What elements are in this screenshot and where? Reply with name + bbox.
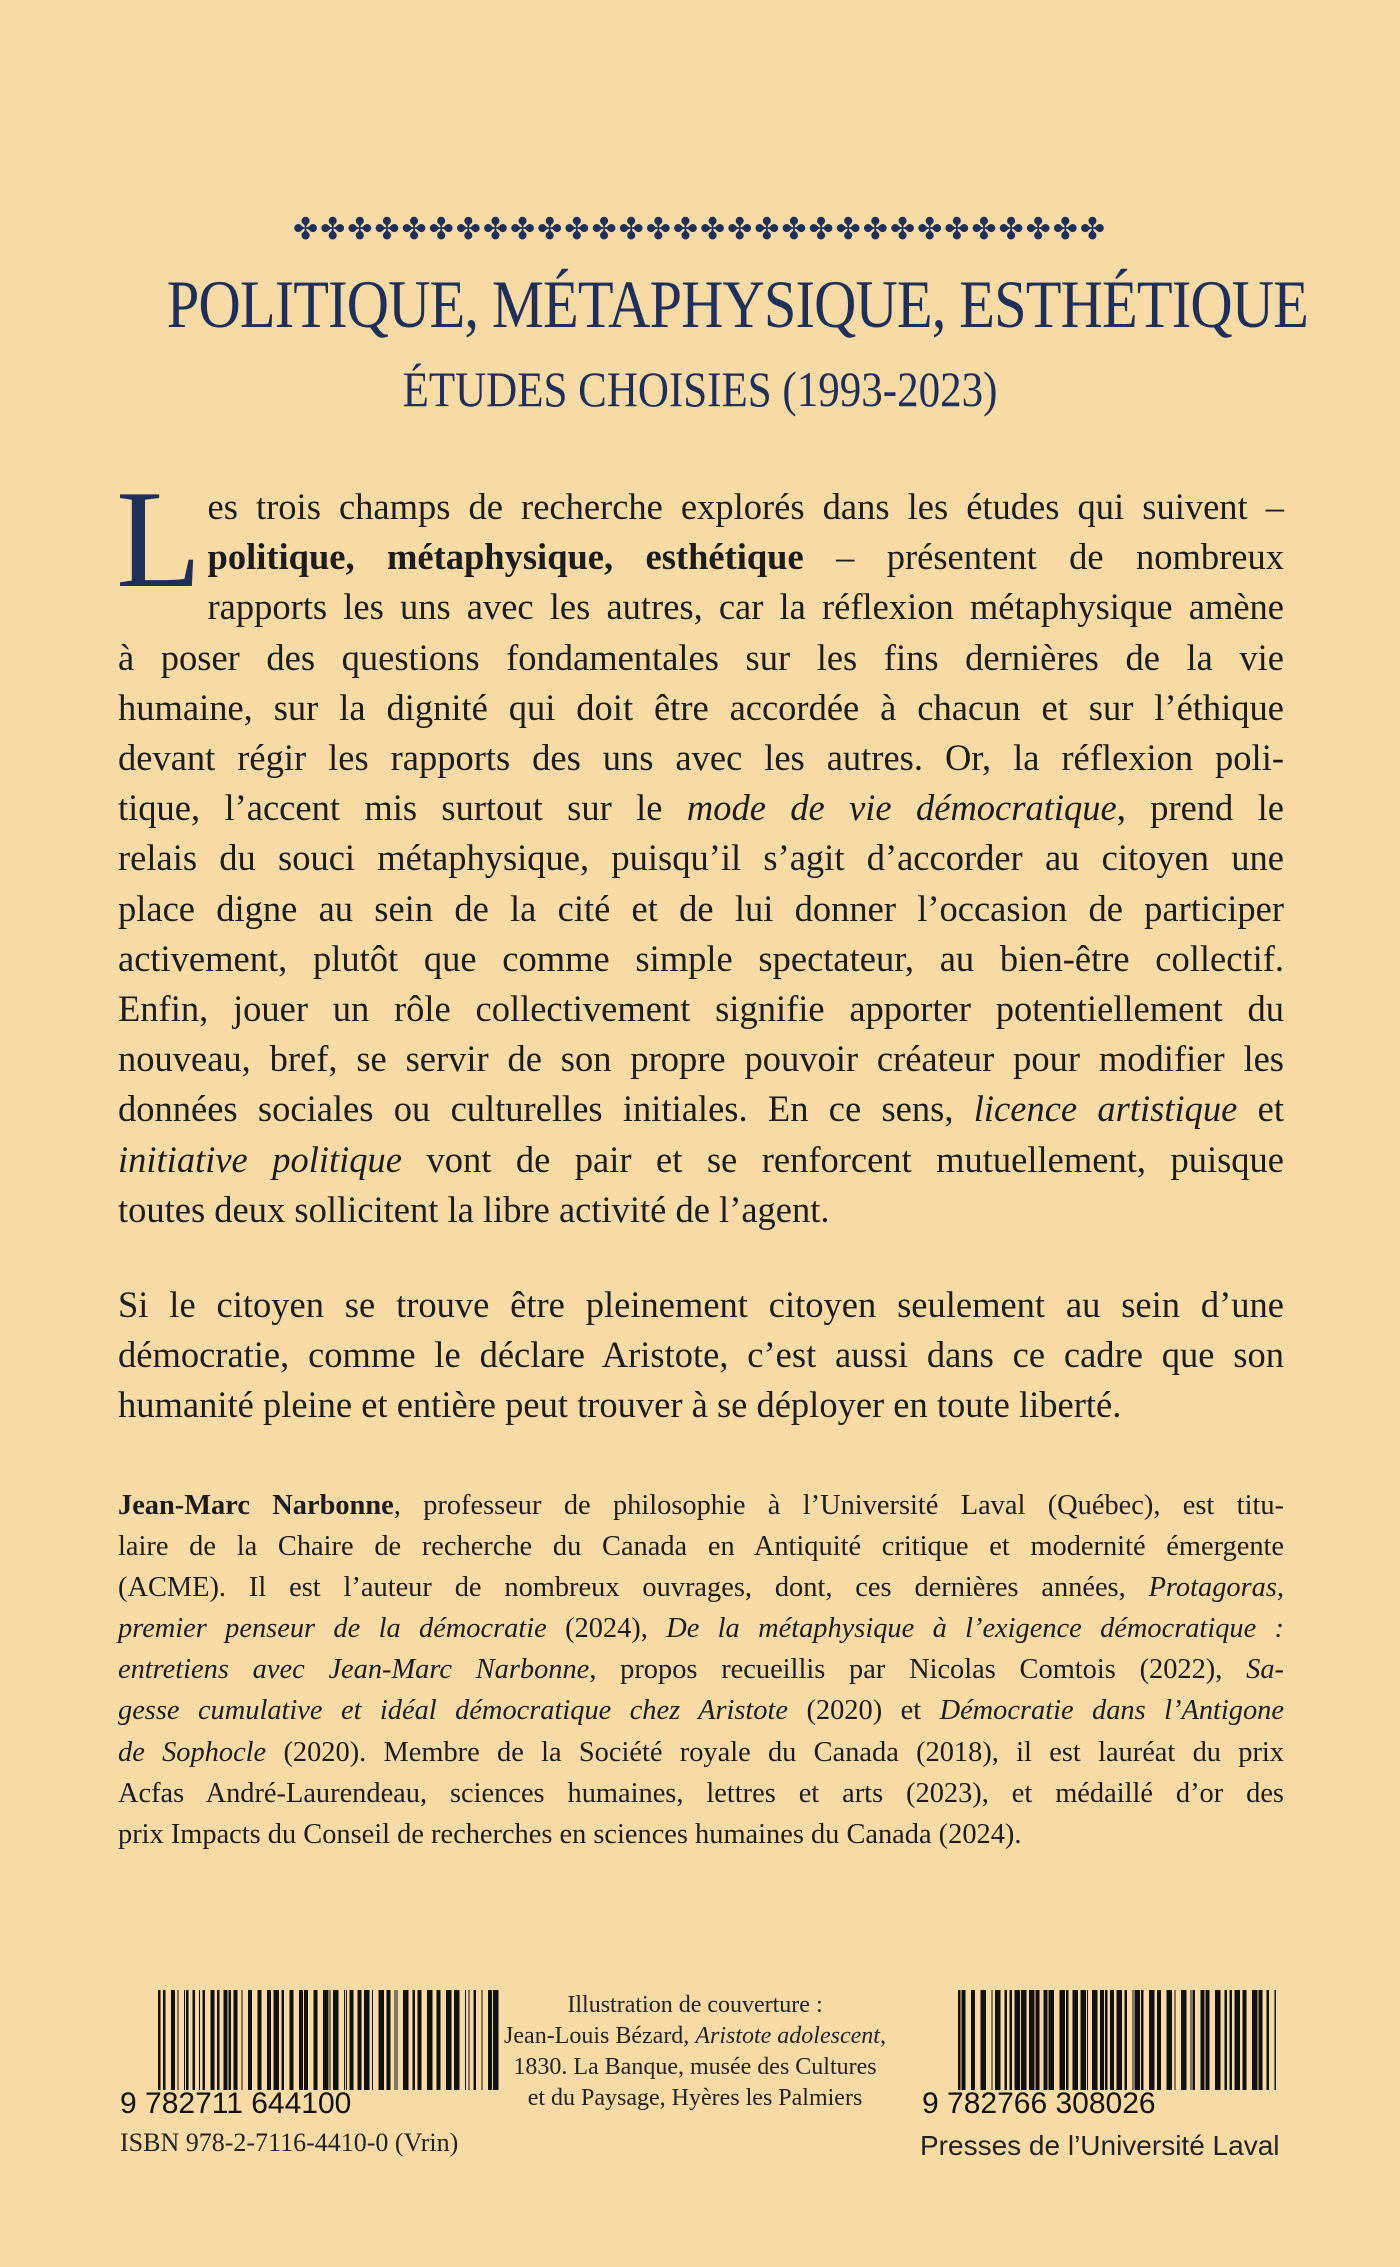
barcode-bar — [482, 1990, 483, 2090]
barcode-left-digits: 9 782711 644100 — [120, 2087, 352, 2120]
barcode-bar — [1125, 1990, 1128, 2090]
bio-line — [118, 1690, 1284, 1731]
bio-line-i2: De la métaphysique à l’exigence démocratique : — [666, 1613, 1285, 1645]
summary-line: Si le citoyen se trouve être pleinement citoyen seulement au sein d’une — [118, 1284, 1284, 1325]
barcode-bar — [395, 1990, 396, 2090]
barcode-bar — [1015, 1990, 1021, 2090]
bio-line-i: premier penseur de la démocratie — [118, 1613, 547, 1645]
barcode-bar — [282, 1990, 285, 2090]
isbn-text: ISBN 978-2-7116-4410-0 (Vrin) — [120, 2128, 459, 2157]
barcode-bar — [1110, 1990, 1114, 2090]
bio-line-a: (ACME). Il est l’auteur de nombreux ouvrages, dont, ces dernières années, — [118, 1572, 1149, 1604]
book-title: POLITIQUE, MÉTAPHYSIQUE, ESTHÉTIQUE — [166, 266, 1308, 342]
summary-line — [118, 984, 1284, 1034]
summary-line-t: rapports les uns avec les autres, car la réflexion métaphysique amène — [207, 586, 1284, 628]
barcode-bar — [163, 1990, 166, 2090]
barcode-bar — [1275, 1990, 1277, 2090]
bio-line-t: (2020). Membre de la Société royale du Canada (2018), il est lauréat du prix — [266, 1736, 1285, 1768]
barcode-bar — [242, 1990, 243, 2090]
summary-line — [118, 633, 1284, 683]
bio-line — [118, 1773, 1284, 1814]
barcode-bar — [171, 1990, 175, 2090]
summary-line-t: relais du souci métaphysique, puisqu’il s’agit d’accorder au citoyen une — [118, 837, 1284, 879]
barcode-bar — [1092, 1990, 1098, 2090]
summary-line-t: place digne au sein de la cité et de lui donner l’occasion de participer — [118, 887, 1284, 929]
summary-line — [118, 1084, 1284, 1134]
barcode-bar — [1225, 1990, 1228, 2090]
barcode-right — [958, 1990, 1276, 2090]
summary-line — [118, 1135, 1284, 1185]
summary-line — [118, 1034, 1284, 1084]
summary-line-i: licence artistique — [973, 1088, 1238, 1130]
bio-line — [118, 1814, 1284, 1855]
barcode-bar — [323, 1990, 329, 2090]
barcode-bar — [158, 1990, 161, 2090]
barcode-bar — [234, 1990, 238, 2090]
credit-line-4: et du Paysage, Hyères les Palmiers — [527, 2085, 863, 2111]
credit-line-1: Illustration de couverture : — [567, 1992, 823, 2018]
barcode-bar — [1252, 1990, 1258, 2090]
bio-line — [118, 1526, 1284, 1567]
bio-line-i2: Sa- — [1246, 1654, 1284, 1686]
barcode-bar — [981, 1990, 987, 2090]
barcode-bar — [403, 1990, 409, 2090]
barcode-left — [158, 1990, 503, 2090]
barcode-bar — [274, 1990, 280, 2090]
barcode-bar — [1167, 1990, 1173, 2090]
barcode-bar — [1073, 1990, 1079, 2090]
summary-line-t: devant régir les rapports des uns avec les autres. Or, la réflexion poli- — [118, 737, 1284, 779]
summary-line — [118, 833, 1284, 883]
barcode-bar — [1029, 1990, 1035, 2090]
barcode-bar — [1021, 1990, 1027, 2090]
barcode-bar — [1117, 1990, 1123, 2090]
barcode-bar — [346, 1990, 347, 2090]
barcode-bar — [299, 1990, 303, 2090]
barcode-bar — [304, 1990, 308, 2090]
summary-line-t: humaine, sur la dignité qui doit être accordée à chacun et sur l’éthique — [118, 686, 1284, 728]
barcode-bar — [314, 1990, 318, 2090]
bio-line — [118, 1485, 1284, 1526]
summary-line-t: activement, plutôt que comme simple spectateur, au bien-être collectif. — [118, 937, 1284, 979]
barcode-bar — [217, 1990, 220, 2090]
barcode-bar — [1149, 1990, 1155, 2090]
barcode-bar — [1259, 1990, 1263, 2090]
summary-line — [118, 884, 1284, 934]
bio-line-t: Acfas André-Laurendeau, sciences humaines, lettres et arts (2023), et médaillé d’or des — [118, 1777, 1284, 1809]
summary-line-t: – présentent de nombreux — [803, 536, 1284, 578]
summary-line-t: es trois champs de recherche explorés dans les études qui suivent – — [207, 486, 1284, 527]
bio-line-i2: Démocratie dans l’Antigone — [939, 1695, 1284, 1727]
barcode-bar — [1135, 1990, 1141, 2090]
summary-line-a: données sociales ou culturelles initiales. En ce sens, — [118, 1088, 974, 1130]
author-bio — [118, 1485, 1284, 1855]
book-subtitle: ÉTUDES CHOISIES (1993-2023) — [402, 361, 998, 417]
bio-line-t: prix Impacts du Conseil de recherches en sciences humaines du Canada (2024). — [118, 1818, 1022, 1850]
barcode-bar — [358, 1990, 362, 2090]
barcode-bar — [1060, 1990, 1066, 2090]
summary-paragraph-2 — [118, 1280, 1284, 1431]
barcode-bar — [1206, 1990, 1210, 2090]
bio-line-i: entretiens avec Jean-Marc Narbonne — [118, 1654, 590, 1686]
bio-line — [118, 1608, 1284, 1649]
summary-line-t: toutes deux sollicitent la libre activité de l’agent. — [118, 1188, 830, 1230]
barcode-bar — [1267, 1990, 1270, 2090]
bio-line — [118, 1567, 1284, 1608]
barcode-bar — [474, 1990, 477, 2090]
credit-author: Jean-Louis Bézard, — [504, 2023, 696, 2049]
summary-line — [118, 683, 1284, 733]
barcode-bar — [992, 1990, 993, 2090]
barcode-bar — [203, 1990, 206, 2090]
barcode-bar — [379, 1990, 385, 2090]
summary-line — [118, 482, 1284, 532]
barcode-bar — [465, 1990, 466, 2090]
credit-work-title: Aristote adolescent — [695, 2023, 880, 2049]
barcode-bar — [258, 1990, 262, 2090]
barcode-bar — [1230, 1990, 1233, 2090]
barcode-bar — [224, 1990, 228, 2090]
drop-cap: L — [116, 462, 202, 617]
barcode-bar — [333, 1990, 339, 2090]
summary-line — [118, 934, 1284, 984]
summary-line-t: , prend le — [1116, 787, 1284, 829]
barcode-bar — [493, 1990, 499, 2090]
summary-line — [118, 783, 1284, 833]
barcode-bar — [186, 1990, 189, 2090]
bio-line-t: (2020) et — [788, 1695, 940, 1727]
bio-line — [118, 1649, 1284, 1690]
barcode-right-digits: 9 782766 308026 — [922, 2087, 1156, 2120]
barcode-bar — [958, 1990, 961, 2090]
summary-line-i: mode de vie démocratique — [686, 787, 1117, 829]
barcode-bar — [1066, 1990, 1069, 2090]
barcode-bar — [1193, 1990, 1196, 2090]
summary-line-a: tique, l’accent mis surtout sur le — [118, 787, 687, 829]
barcode-bar — [1044, 1990, 1048, 2090]
barcode-bar — [178, 1990, 179, 2090]
barcode-bar — [1105, 1990, 1108, 2090]
summary-line: humanité pleine et entière peut trouver à se déployer en toute liberté. — [118, 1384, 1122, 1426]
bio-line-i: gesse cumulative et idéal démocratique chez Aristote — [118, 1695, 788, 1727]
summary-line — [118, 1185, 1284, 1235]
bio-line-i: de Sophocle — [118, 1736, 267, 1768]
summary-line-i: initiative politique — [118, 1138, 402, 1180]
barcode-bar — [1081, 1990, 1087, 2090]
barcode-bar — [1049, 1990, 1055, 2090]
barcode-bar — [1100, 1990, 1104, 2090]
credit-line-2 — [500, 2021, 890, 2052]
summary-line-t: et — [1237, 1088, 1284, 1130]
barcode-bar — [199, 1990, 200, 2090]
barcode-bar — [469, 1990, 470, 2090]
barcode-bar — [211, 1990, 215, 2090]
bio-line — [118, 1732, 1284, 1773]
barcode-bar — [248, 1990, 252, 2090]
barcode-bar — [971, 1990, 975, 2090]
barcode-bar — [962, 1990, 966, 2090]
barcode-bar — [267, 1990, 271, 2090]
summary-line-t: nouveau, bref, se servir de son propre pouvoir créateur pour modifier les — [118, 1038, 1284, 1080]
bio-line-b: Jean-Marc Narbonne — [118, 1490, 394, 1521]
barcode-bar — [229, 1990, 232, 2090]
bio-line-t: , professeur de philosophie à l’Université Laval (Québec), est titu- — [393, 1490, 1284, 1521]
barcode-bar — [418, 1990, 422, 2090]
barcode-bar — [995, 1990, 1001, 2090]
barcode-bar — [1010, 1990, 1013, 2090]
barcode-bar — [1157, 1990, 1161, 2090]
barcode-bar — [344, 1990, 345, 2090]
barcode-bar — [372, 1990, 373, 2090]
barcode-bar — [1005, 1990, 1008, 2090]
summary-line-t: vont de pair et se renforcent mutuellement, puisque — [402, 1138, 1284, 1180]
ornament-border: ✤✤✤✤✤✤✤✤✤✤✤✤✤✤✤✤✤✤✤✤✤✤✤✤✤✤✤✤✤✤ — [292, 213, 1108, 246]
barcode-bar — [413, 1990, 416, 2090]
summary-line-b: politique, métaphysique, esthétique — [207, 536, 804, 578]
summary-line-t: à poser des questions fondamentales sur les fins dernières de la vie — [118, 636, 1284, 678]
cover-credit — [500, 1990, 890, 2114]
barcode-bar — [1191, 1990, 1192, 2090]
barcode-bar — [1201, 1990, 1205, 2090]
barcode-bar — [290, 1990, 294, 2090]
barcode-bar — [437, 1990, 441, 2090]
credit-line-3: 1830. La Banque, musée des Cultures — [513, 2054, 877, 2080]
barcode-bar — [1087, 1990, 1088, 2090]
barcode-bar — [1215, 1990, 1221, 2090]
summary-line — [118, 532, 1284, 582]
summary-paragraph-1 — [116, 462, 1284, 1235]
barcode-bar — [350, 1990, 354, 2090]
barcode-bar — [446, 1990, 452, 2090]
barcode-bar — [1175, 1990, 1176, 2090]
barcode-bar — [330, 1990, 331, 2090]
barcode-bar — [387, 1990, 391, 2090]
barcode-bar — [454, 1990, 460, 2090]
summary-line: démocratie, comme le déclare Aristote, c’est aussi dans ce cadre que son — [118, 1334, 1284, 1376]
barcode-bar — [427, 1990, 433, 2090]
barcode-bar — [364, 1990, 370, 2090]
barcode-bar — [397, 1990, 398, 2090]
barcode-bar — [1036, 1990, 1040, 2090]
barcode-bar — [1141, 1990, 1144, 2090]
credit-comma: , — [879, 2023, 886, 2049]
barcode-bar — [193, 1990, 196, 2090]
barcode-bar — [184, 1990, 185, 2090]
bio-line-t: (2024), — [546, 1613, 667, 1645]
bio-line-t: , propos recueillis par Nicolas Comtois (2022), — [589, 1654, 1247, 1686]
barcode-bar — [1133, 1990, 1134, 2090]
bio-line-i: Protagoras, — [1148, 1572, 1284, 1604]
summary-line — [118, 733, 1284, 783]
summary-line — [118, 582, 1284, 632]
barcode-bar — [1235, 1990, 1241, 2090]
barcode-bar — [1181, 1990, 1187, 2090]
bio-line-t: laire de la Chaire de recherche du Canada en Antiquité critique et modernité émergente — [118, 1531, 1284, 1563]
summary-line-t: Enfin, jouer un rôle collectivement signifie apporter potentiellement du — [118, 988, 1284, 1030]
publisher-name: Presses de l’Université Laval — [920, 2130, 1280, 2161]
barcode-bar — [488, 1990, 492, 2090]
barcode-bar — [1243, 1990, 1247, 2090]
